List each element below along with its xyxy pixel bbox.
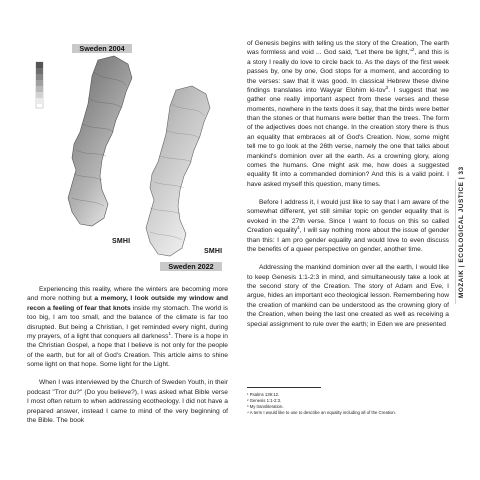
left-text-column [27,285,228,425]
footnote-3: ³ My transliteration. [247,404,284,410]
footnote-ref-1: 1 [168,330,171,336]
right-paragraph-3: Addressing the mankind dominion over all the earth, I would like to keep Genesis 1:1-2:3 in mind, and simultaneously take a look at the second story of the Creation. The story of Adam and Eve, I argue, hides an important eco theological lesson. Remembering how the creation of mankind can be understood as the crowning glory of the Creation, when being the last one created as well as receiving a special assignment to rule over the earth; in Eden we are presented [247,264,449,328]
right-p1-text-c: . I suggest that we gather one really important aspect from these verses and these moments, nowhere in the texts does it say, that the birds were better than the stones or that humans were better than the trees. The form of the adjectives does not change. In the creation story there is thus an equality that embraces all of God's Creation. Now, some might tell me to go look at the 26th verse, namely the one that talks about mankind's dominion over all the earth. As a crowning glory, along comes the humans. One might ask me, how does a suggested equality fit into a commanded dominion? And this is a valid point. I have asked myself this question, many times. [247,86,449,188]
right-paragraph-1 [247,39,449,189]
footnote-ref-3: 3 [385,84,389,90]
footnote-4: ⁴ A term I would like to use to describe an equality including all of the Creation. [247,410,396,416]
left-p1-text-c: . There is a hope in the Christian Gospel, a hope that I believe is not only for the people of the earth, but for all of God's Creation. This article aims to shine some light on that hope. Some light for the Light. [27,332,229,368]
footnote-ref-4: 4 [297,224,300,230]
side-tab-label: MOZAIK | ECOLOGICAL JUSTICE | 33 [458,166,465,298]
right-paragraph-2 [247,198,449,254]
left-paragraph-1 [27,285,228,369]
map-label-2022: Sweden 2022 [160,262,222,271]
left-p1-bold-text: a memory, I look outside my window and recon a feeling of fear that knots [27,295,228,312]
left-paragraph-2: When I was interviewed by the Church of Sweden Youth, in their podcast "Tror du?" (Do you believe?), I was asked what Bible verse I most often return to when addressing ecotheology. I did not have a prepared answer, instead I came to mind of the very beginning of the Bible. The book [27,379,228,424]
right-p2-text-a: Before I address it, I would just like to say that I am aware of the somewhat different, yet still similar topic on gender equality that is evoked in the 27th verse. Since I want to focus on this so called Creation equality [247,199,449,235]
footnote-divider [247,387,321,388]
footnotes [247,392,449,416]
sweden-maps-figure [28,42,238,274]
right-p1-text-a: of Genesis begins with telling us the story of the Creation, The earth was formless and void ... God said, "Let there be light," [247,40,449,57]
smhi-logo-2004: SMHI [112,238,131,245]
left-p1-text-a: Experiencing this reality, where the winters are becoming more and more nothing but [27,286,228,303]
smhi-logo-2022: SMHI [204,248,223,255]
right-p1-text-b: , and this is a story I really do love to circle back to. As the days of the first week passes by, one by one, God stops for a moment, and according to the verses: saw that it was good. In classical Hebrew these divine findings translates into Wayyar Elohim ki-tov [247,49,449,94]
footnote-ref-2: 2 [411,47,415,53]
footnote-2: ² Genesis 1:1-2:3. [247,398,282,404]
legend-2004 [36,62,43,108]
sweden-map-2022 [146,86,210,256]
left-p1-text-b: inside my stomach. The world is too big, I am too small, and the balance of the climate is far too disrupted. But being a Christian, I get reminded every night, during my prayers, of a light that conquers all darkness [27,304,228,340]
map-label-2004: Sweden 2004 [72,44,132,53]
sweden-maps-graphic [28,42,238,274]
footnote-1: ¹ Psalms 139:12. [247,392,280,397]
right-p2-text-b: , I will say nothing more about the issue of gender than this: I am pro gender equality and would love to even discuss the benefits of a queer perspective on gender, another time. [247,227,449,253]
sweden-map-2004 [68,56,132,226]
right-text-column [247,39,449,329]
